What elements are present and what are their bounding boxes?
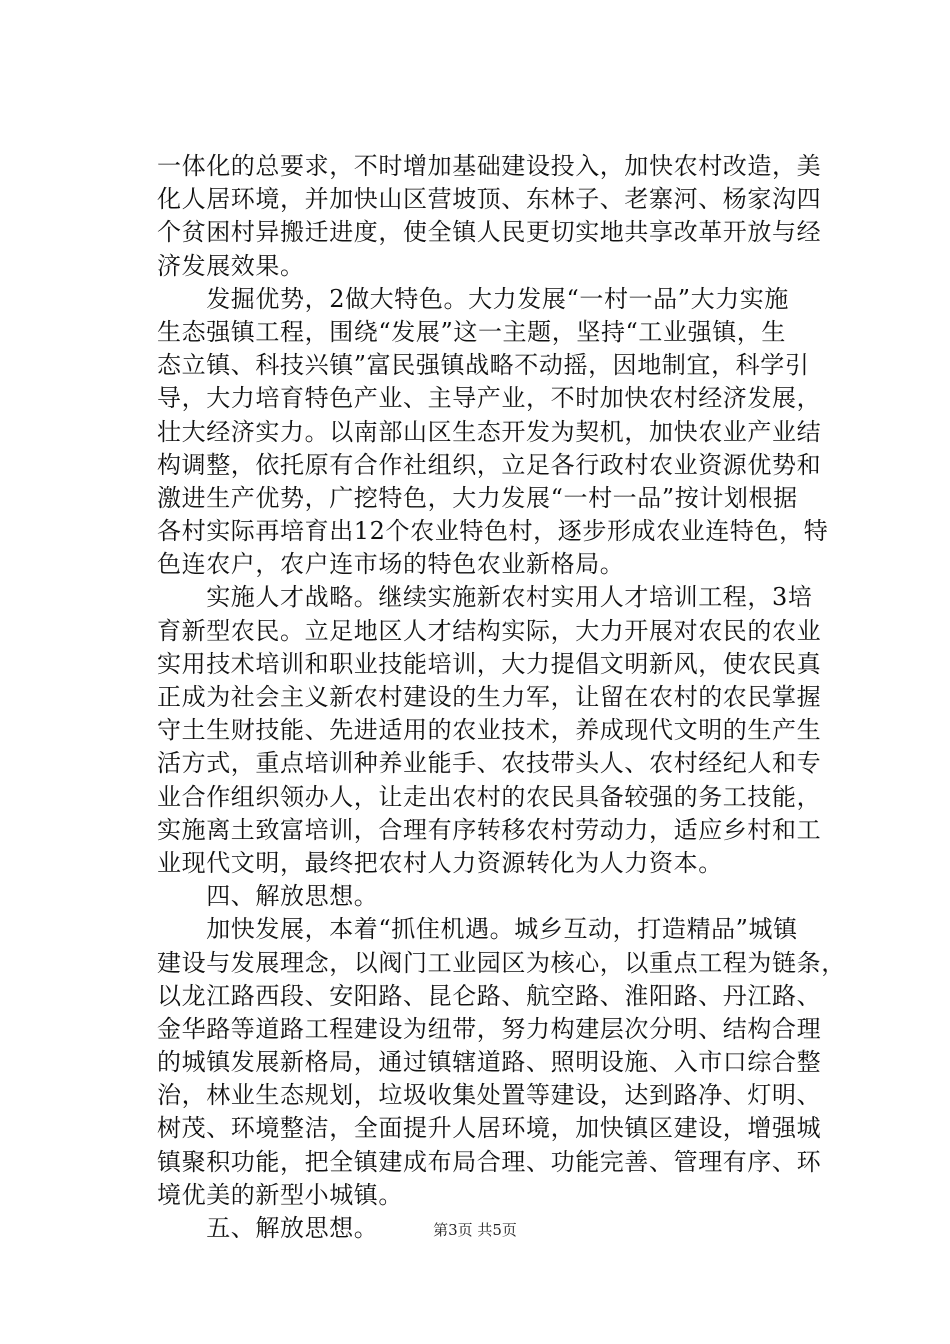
text-line: 发掘优势，2做大特色。大力发展“一村一品”大力实施	[157, 284, 790, 313]
page-number-label: 第3页 共5页	[433, 1221, 517, 1239]
text-line: 业合作组织领办人，让走出农村的农民具备较强的务工技能，	[157, 782, 822, 811]
text-line: 各村实际再培育出12个农业特色村，逐步形成农业连特色，特	[157, 517, 829, 546]
text-line: 构调整，依托原有合作社组织，立足各行政村农业资源优势和	[157, 450, 822, 479]
text-line: 镇聚积功能，把全镇建成布局合理、功能完善、管理有序、环	[157, 1147, 822, 1176]
text-line: 个贫困村异搬迁进度，使全镇人民更切实地共享改革开放与经	[157, 218, 822, 247]
page-footer	[0, 1220, 950, 1240]
text-line: 导，大力培育特色产业、主导产业，不时加快农村经济发展，	[157, 384, 822, 413]
text-line: 生态强镇工程，围绕“发展”这一主题，坚持“工业强镇，生	[157, 317, 787, 346]
text-line: 建设与发展理念，以阀门工业园区为核心，以重点工程为链条，	[157, 948, 846, 977]
text-line: 济发展效果。	[157, 251, 305, 280]
document-body	[157, 150, 846, 1245]
text-line: 树茂、环境整洁，全面提升人居环境，加快镇区建设，增强城	[157, 1114, 822, 1143]
text-line: 以龙江路西段、安阳路、昆仑路、航空路、淮阳路、丹江路、	[157, 981, 822, 1010]
text-line: 实用技术培训和职业技能培训，大力提倡文明新风，使农民真	[157, 649, 822, 678]
text-line: 壮大经济实力。以南部山区生态开发为契机，加快农业产业结	[157, 417, 822, 446]
text-line: 金华路等道路工程建设为纽带，努力构建层次分明、结构合理	[157, 1014, 822, 1043]
text-line: 一体化的总要求，不时增加基础建设投入，加快农村改造，美	[157, 152, 822, 180]
text-line: 实施人才战略。继续实施新农村实用人才培训工程，3培	[157, 583, 813, 612]
text-line: 业现代文明，最终把农村人力资源转化为人力资本。	[157, 848, 723, 877]
text-line: 治，林业生态规划，垃圾收集处置等建设，达到路净、灯明、	[157, 1081, 822, 1110]
text-line: 活方式，重点培训种养业能手、农技带头人、农村经纪人和专	[157, 749, 822, 778]
text-line: 色连农户，农户连市场的特色农业新格局。	[157, 550, 625, 579]
text-line: 境优美的新型小城镇。	[157, 1180, 403, 1209]
text-line: 正成为社会主义新农村建设的生力军，让留在农村的农民掌握	[157, 683, 822, 711]
text-line: 育新型农民。立足地区人才结构实际，大力开展对农民的农业	[157, 616, 822, 645]
text-line: 守土生财技能、先进适用的农业技术，养成现代文明的生产生	[157, 716, 822, 745]
section-heading: 五、解放思想。	[157, 1214, 379, 1242]
text-line: 激进生产优势，广挖特色，大力发展“一村一品”按计划根据	[157, 483, 798, 512]
text-line: 态立镇、科技兴镇”富民强镇战略不动摇，因地制宜，科学引	[157, 351, 810, 380]
text-line: 实施离土致富培训，合理有序转移农村劳动力，适应乡村和工	[157, 815, 822, 844]
text-line: 加快发展，本着“抓住机遇。城乡互动，打造精品”城镇	[157, 915, 798, 944]
text-line: 化人居环境，并加快山区营坡顶、东林子、老寨河、杨家沟四	[157, 185, 822, 214]
section-heading: 四、解放思想。	[157, 882, 379, 911]
text-line: 的城镇发展新格局，通过镇辖道路、照明设施、入市口综合整	[157, 1048, 822, 1077]
